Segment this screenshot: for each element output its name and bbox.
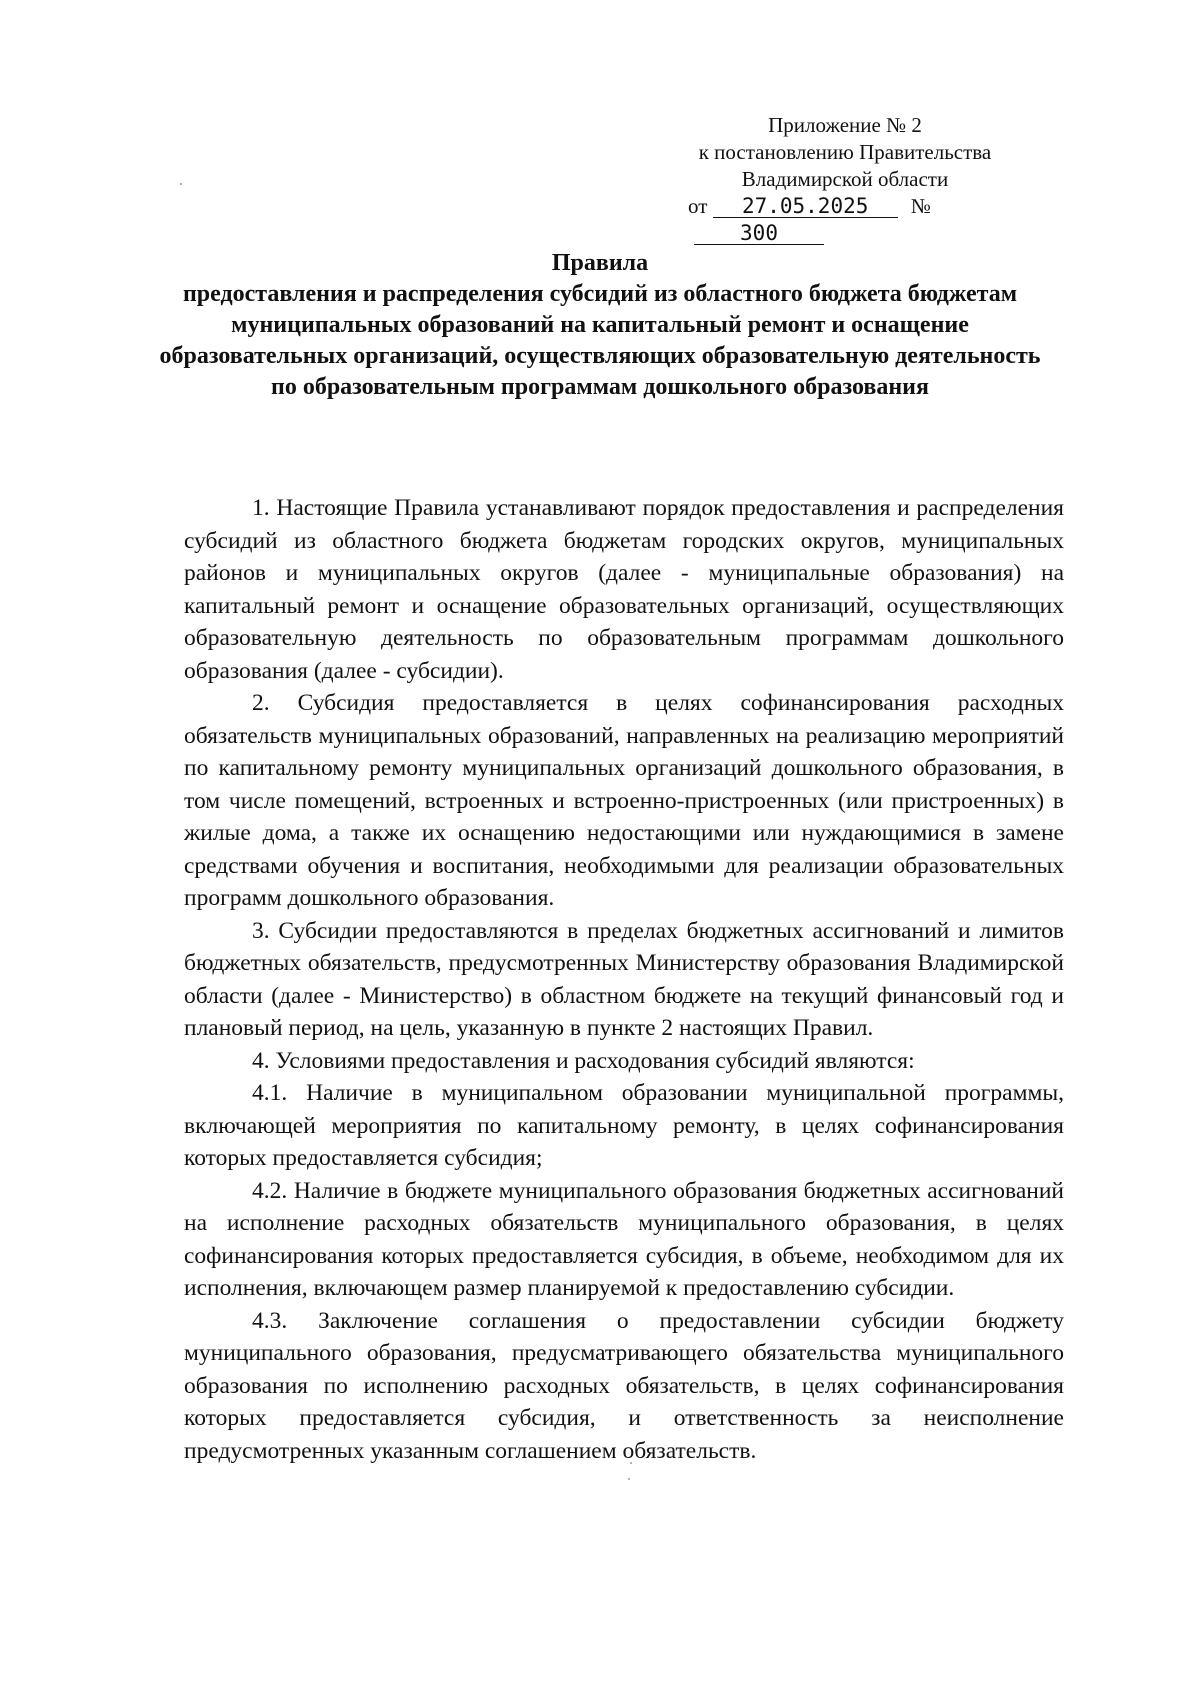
date-value: 27.05.2025 (713, 195, 898, 218)
region-name: Владимирской области (741, 167, 949, 191)
title-main: Правила (551, 250, 649, 276)
paragraph-4: 4. Условиями предоставления и расходования субсидий являются: (252, 1047, 915, 1074)
document-title (150, 248, 1050, 403)
attachment-header (640, 112, 1050, 247)
title-subtitle: предоставления и распределения субсидий из областного бюджета бюджетам муниципальных образований на капитальный ремонт и оснащение образовательных организаций, осуществляющих образовательную деятельность по образовательным программам дошкольного образования (159, 281, 1041, 400)
number-value: 300 (694, 222, 824, 245)
date-prefix: от (688, 194, 708, 218)
paragraph-3: 3. Субсидии предоставляются в пределах бюджетных ассигнований и лимитов бюджетных обязательств, предусмотренных Министерству образования Владимирской области (далее - Министерство) в областном бюджете на текущий финансовый год и плановый период, на цель, указанную в пункте 2 настоящих Правил. (184, 917, 1064, 1041)
date-number-line (640, 193, 1050, 247)
paragraph-1: 1. Настоящие Правила устанавливают порядок предоставления и распределения субсидий из областного бюджета бюджетам городских округов, муниципальных районов и муниципальных округов (далее - муниципальные образования) на капитальный ремонт и оснащение образовательных организаций, осуществляющих образовательную деятельность по образовательным программам дошкольного образования (далее - субсидии). (184, 495, 1064, 684)
number-prefix: № (910, 194, 931, 218)
attachment-label: Приложение № 2 (768, 113, 922, 137)
paragraph-4-1: 4.1. Наличие в муниципальном образовании муниципальной программы, включающей мероприятия по капитальному ремонту, в целях софинансирования которых предоставляется субсидия; (184, 1080, 1064, 1171)
resolution-reference: к постановлению Правительства (698, 140, 992, 164)
paragraph-2: 2. Субсидия предоставляется в целях софинансирования расходных обязательств муниципальных образований, направленных на реализацию мероприятий по капитальному ремонту муниципальных организаций дошкольного образования, в том числе помещений, встроенных и встроенно-пристроенных (или пристроенных) в жилые дома, а также их оснащению недостающими или нуждающимися в замене средствами обучения и воспитания, необходимыми для реализации образовательных программ дошкольного образования. (184, 690, 1064, 911)
scan-speck (180, 183, 182, 185)
paragraph-4-3: 4.3. Заключение соглашения о предоставлении субсидии бюджету муниципального образования, предусматривающего обязательства муниципального образования по исполнению расходных обязательств, в целях софинансирования которых предоставляется субсидия, и ответственность за неисполнение предусмотренных указанным соглашением обязательств. (184, 1307, 1064, 1464)
paragraph-4-2: 4.2. Наличие в бюджете муниципального образования бюджетных ассигнований на исполнение расходных обязательств муниципального образования, в целях софинансирования которых предоставляется субсидия, в объеме, необходимом для их исполнения, включающем размер планируемой к предоставлению субсидии. (184, 1177, 1064, 1301)
document-body (184, 492, 1064, 1467)
scan-speck (628, 1478, 630, 1480)
